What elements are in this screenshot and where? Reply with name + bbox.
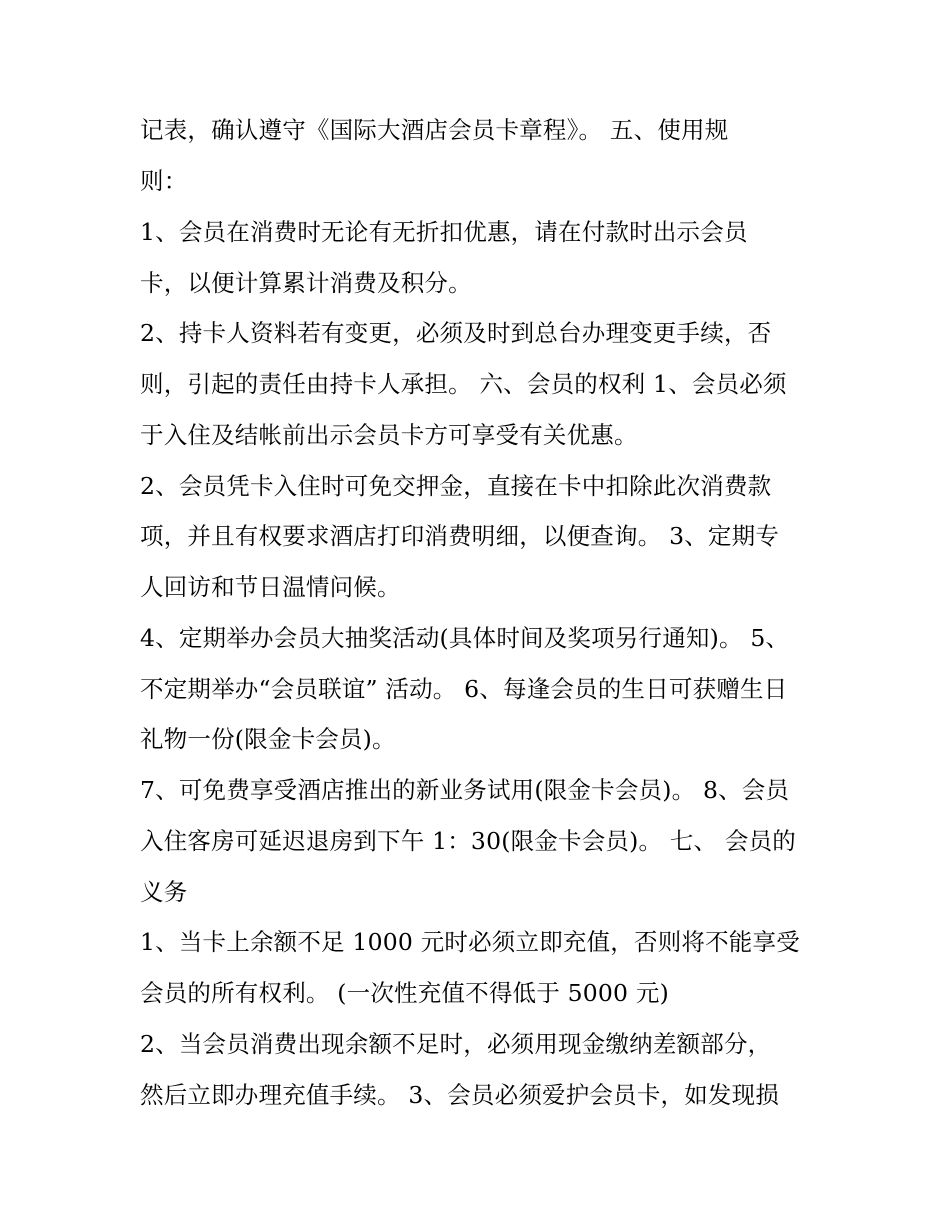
text-line: 则，引起的责任由持卡人承担。 六、会员的权利 1、会员必须	[140, 370, 787, 398]
text-line: 则：	[140, 167, 188, 195]
text-line: 1、当卡上余额不足 1000 元时必须立即充值，否则将不能享受	[140, 928, 800, 956]
text-line: 然后立即办理充值手续。 3、会员必须爱护会员卡，如发现损	[140, 1081, 780, 1109]
text-line: 入住客房可延迟退房到下午 1：30(限金卡会员)。 七、 会员的	[140, 827, 796, 855]
text-line: 卡，以便计算累计消费及积分。	[140, 269, 472, 297]
text-line: 4、定期举办会员大抽奖活动(具体时间及奖项另行通知)。 5、	[140, 624, 790, 652]
text-line: 义务	[140, 878, 188, 906]
text-line: 2、当会员消费出现余额不足时，必须用现金缴纳差额部分，	[140, 1030, 772, 1058]
text-line: 记表，确认遵守《国际大酒店会员卡章程》。 五、使用规	[140, 116, 729, 144]
text-line: 7、可免费享受酒店推出的新业务试用(限金卡会员)。 8、会员	[140, 776, 790, 804]
text-line: 2、持卡人资料若有变更，必须及时到总台办理变更手续，否	[140, 319, 772, 347]
text-line: 礼物一份(限金卡会员)。	[140, 725, 396, 753]
text-line: 会员的所有权利。 (一次性充值不得低于 5000 元)	[140, 979, 669, 1007]
text-line: 1、会员在消费时无论有无折扣优惠，请在付款时出示会员	[140, 218, 748, 246]
text-line: 人回访和节日温情问候。	[140, 573, 401, 601]
text-line: 不定期举办“会员联谊” 活动。 6、每逢会员的生日可获赠生日	[140, 675, 788, 703]
text-line: 项，并且有权要求酒店打印消费明细，以便查询。 3、定期专	[140, 522, 780, 550]
text-line: 于入住及结帐前出示会员卡方可享受有关优惠。	[140, 421, 638, 449]
text-line: 2、会员凭卡入住时可免交押金，直接在卡中扣除此次消费款	[140, 472, 772, 500]
